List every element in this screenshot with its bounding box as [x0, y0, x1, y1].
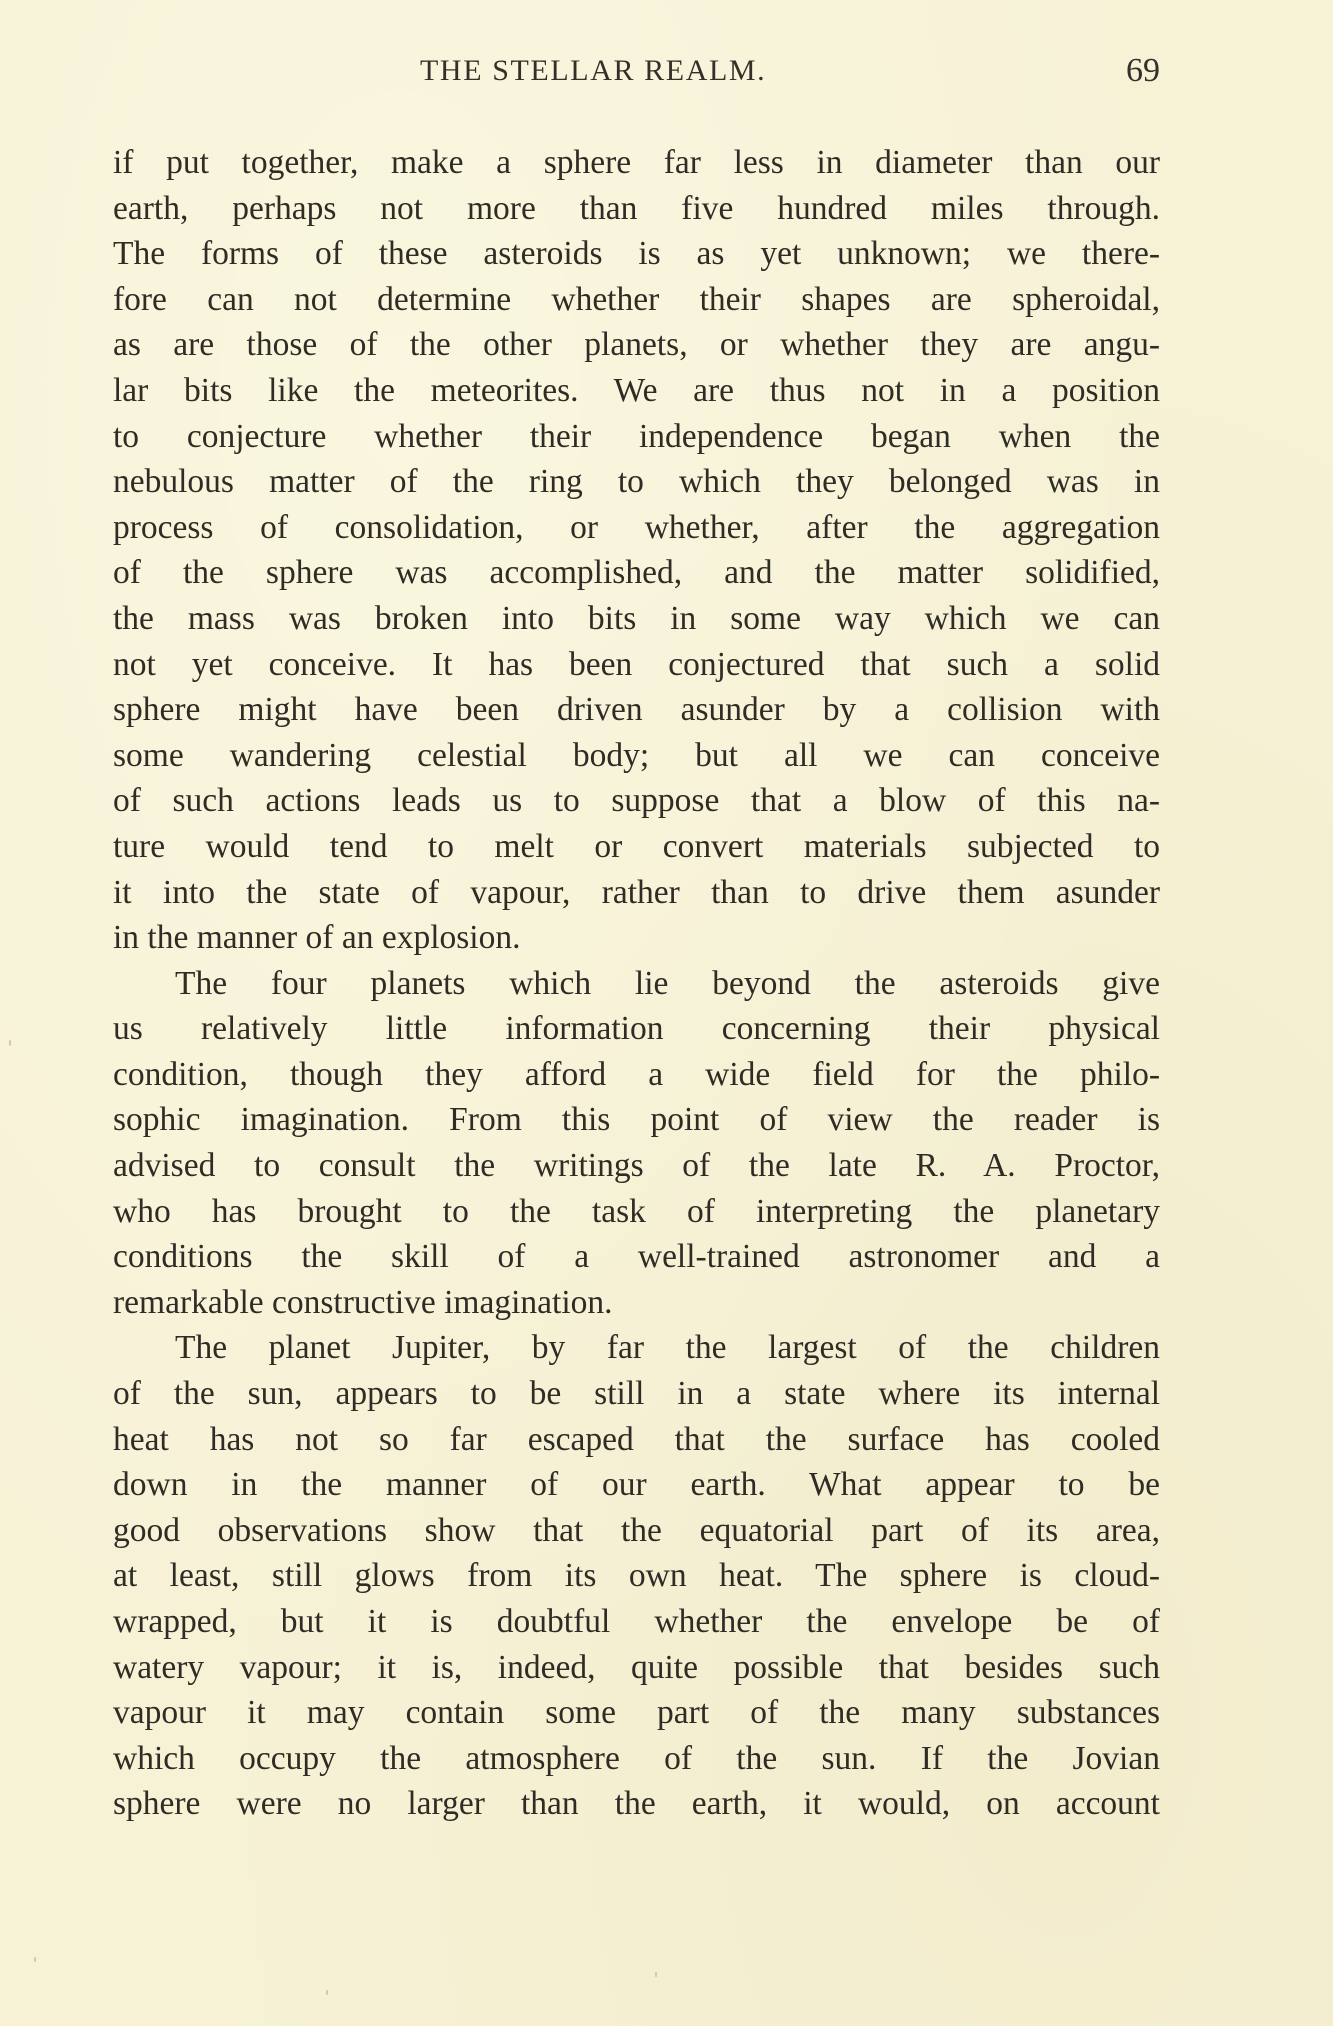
- text-line: which occupy the atmosphere of the sun. If the Jovian: [113, 1739, 1160, 1777]
- text-line: us relatively little information concerning their physical: [113, 1010, 1160, 1048]
- text-line: conditions the skill of a well-trained astronomer and a: [113, 1238, 1160, 1276]
- paragraph-3: [113, 1325, 1160, 1827]
- page-number: 69: [1126, 52, 1160, 89]
- text-line: if put together, make a sphere far less in diameter than our: [113, 144, 1160, 181]
- text-line: lar bits like the meteorites. We are thus not in a position: [113, 371, 1160, 409]
- text-line: The four planets which lie beyond the asteroids give: [175, 964, 1160, 1002]
- text-line: of the sphere was accomplished, and the matter solidified,: [113, 554, 1160, 592]
- running-header: [113, 50, 1160, 94]
- text-line: The forms of these asteroids is as yet unknown; we there-: [113, 235, 1160, 273]
- text-line: good observations show that the equatorial part of its area,: [113, 1511, 1160, 1549]
- body-text: [113, 140, 1160, 1827]
- text-line: condition, though they afford a wide field for the philo-: [113, 1055, 1160, 1093]
- text-line: nebulous matter of the ring to which they belonged was in: [113, 463, 1160, 501]
- text-line: remarkable constructive imagination.: [113, 1283, 613, 1321]
- text-line: advised to consult the writings of the late R. A. Proctor,: [113, 1147, 1160, 1185]
- text-line: it into the state of vapour, rather than to drive them asunder: [113, 873, 1160, 911]
- text-line: watery vapour; it is, indeed, quite possible that besides such: [113, 1648, 1160, 1686]
- text-line: some wandering celestial body; but all we can conceive: [113, 736, 1160, 774]
- text-line: earth, perhaps not more than five hundred miles through.: [113, 189, 1160, 227]
- text-line: in the manner of an explosion.: [113, 919, 521, 957]
- text-line: heat has not so far escaped that the surface has cooled: [113, 1420, 1160, 1458]
- text-line: of the sun, appears to be still in a state where its internal: [113, 1375, 1160, 1413]
- text-line: sophic imagination. From this point of view the reader is: [113, 1101, 1160, 1139]
- text-line: vapour it may contain some part of the many substances: [113, 1694, 1160, 1732]
- text-line: who has brought to the task of interpreting the planetary: [113, 1192, 1160, 1230]
- text-line: wrapped, but it is doubtful whether the envelope be of: [113, 1603, 1160, 1640]
- text-line: at least, still glows from its own heat. The sphere is cloud-: [113, 1557, 1160, 1595]
- text-line: not yet conceive. It has been conjectured that such a solid: [113, 645, 1160, 683]
- text-line: process of consolidation, or whether, after the aggregation: [113, 508, 1160, 546]
- running-title: THE STELLAR REALM.: [420, 54, 767, 87]
- text-line: the mass was broken into bits in some way which we can: [113, 599, 1160, 637]
- text-line: as are those of the other planets, or whether they are angu-: [113, 326, 1160, 364]
- text-line: The planet Jupiter, by far the largest of the children: [175, 1329, 1160, 1367]
- text-line: ture would tend to melt or convert materials subjected to: [113, 827, 1160, 865]
- text-line: of such actions leads us to suppose that a blow of this na-: [113, 782, 1160, 820]
- text-line: sphere were no larger than the earth, it would, on account: [113, 1785, 1160, 1823]
- text-line: to conjecture whether their independence began when the: [113, 417, 1160, 455]
- paragraph-1: [113, 140, 1160, 961]
- text-line: down in the manner of our earth. What appear to be: [113, 1466, 1160, 1504]
- paragraph-2: [113, 961, 1160, 1326]
- text-line: sphere might have been driven asunder by a collision with: [113, 691, 1160, 729]
- text-line: fore can not determine whether their shapes are spheroidal,: [113, 280, 1160, 318]
